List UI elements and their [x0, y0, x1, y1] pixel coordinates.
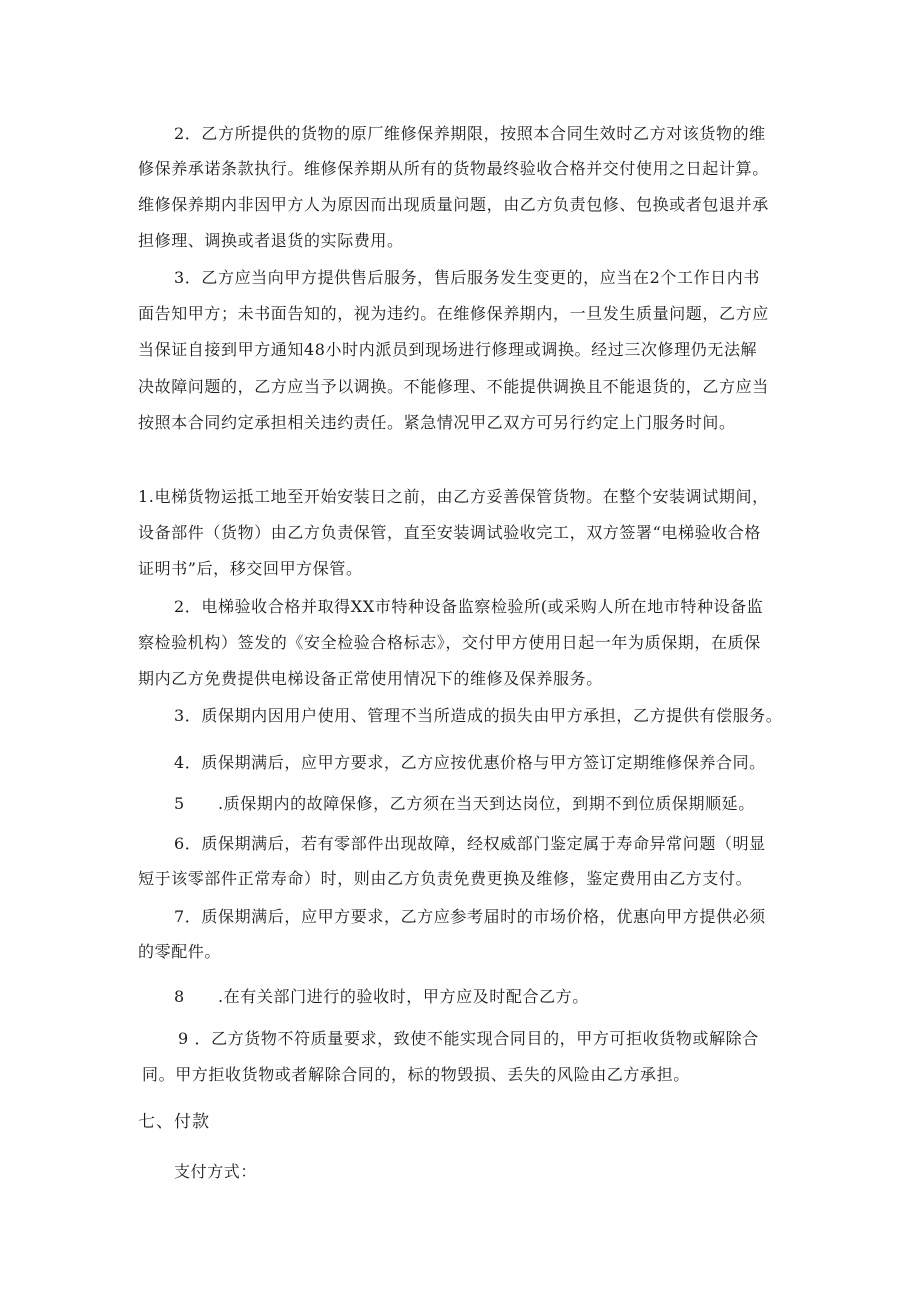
elevator-clause-1-line-1: 1.电梯货物运抵工地至开始安装日之前，由乙方妥善保管货物。在整个安装调试期间， [138, 487, 769, 506]
clause-warranty-2-line-1: 2．乙方所提供的货物的原厂维修保养期限，按照本合同生效时乙方对该货物的维 [174, 124, 766, 143]
elevator-clause-1-line-3: 证明书”后，移交回甲方保管。 [138, 559, 363, 578]
elevator-clause-2-line-3: 期内乙方免费提供电梯设备正常使用情况下的维修及保养服务。 [138, 669, 603, 688]
clause-warranty-2-line-2: 修保养承诺条款执行。维修保养期从所有的货物最终验收合格并交付使用之日起计算。 [138, 159, 769, 178]
elevator-clause-9-line-2: 同。甲方拒收货物或者解除合同的，标的物毁损、丢失的风险由乙方承担。 [142, 1065, 690, 1084]
clause-warranty-3-line-4: 决故障问题的，乙方应当予以调换。不能修理、不能提供调换且不能退货的，乙方应当 [138, 377, 769, 396]
elevator-clause-4: 4．质保期满后，应甲方要求，乙方应按优惠价格与甲方签订定期维修保养合同。 [174, 753, 766, 772]
clause-warranty-3-line-5: 按照本合同约定承担相关违约责任。紧急情况甲乙双方可另行约定上门服务时间。 [138, 413, 736, 432]
clause-warranty-2-line-4: 担修理、调换或者退货的实际费用。 [138, 231, 404, 250]
payment-method-label: 支付方式： [174, 1162, 258, 1181]
elevator-clause-6-line-2: 短于该零部件正常寿命）时，则由乙方负责免费更换及维修，鉴定费用由乙方支付。 [138, 869, 753, 888]
elevator-clause-9-line-1: 9 ．乙方货物不符质量要求，致使不能实现合同目的，甲方可拒收货物或解除合 [178, 1029, 759, 1048]
elevator-clause-8-number: 8 [174, 987, 185, 1006]
clause-warranty-3-line-1: 3．乙方应当向甲方提供售后服务，售后服务发生变更的，应当在2个工作日内书 [174, 268, 760, 287]
elevator-clause-8-text: .在有关部门进行的验收时，甲方应及时配合乙方。 [218, 987, 589, 1006]
clause-warranty-3-line-2: 面告知甲方；未书面告知的，视为违约。在维修保养期内，一旦发生质量问题，乙方应 [138, 304, 769, 323]
elevator-clause-2-line-2: 察检验机构）签发的《安全检验合格标志》，交付甲方使用日起一年为质保期，在质保 [138, 633, 761, 652]
elevator-clause-7-line-2: 的零配件。 [138, 942, 222, 961]
elevator-clause-1-line-2: 设备部件（货物）由乙方负责保管，直至安装调试验收完工，双方签署“电梯验收合格 [138, 523, 761, 542]
elevator-clause-6-line-1: 6．质保期满后，若有零部件出现故障，经权威部门鉴定属于寿命异常问题（明显 [174, 834, 766, 853]
clause-warranty-3-line-3: 当保证自接到甲方通知48小时内派员到现场进行修理或调换。经过三次修理仍无法解 [138, 340, 758, 359]
clause-warranty-2-line-3: 维修保养期内非因甲方人为原因而出现质量问题，由乙方负责包修、包换或者包退并承 [138, 195, 769, 214]
elevator-clause-5-text: .质保期内的故障保修，乙方须在当天到达岗位，到期不到位质保期顺延。 [218, 794, 755, 813]
elevator-clause-7-line-1: 7．质保期满后，应甲方要求，乙方应参考届时的市场价格，优惠向甲方提供必须 [174, 907, 766, 926]
elevator-clause-5-number: 5 [174, 794, 185, 813]
elevator-clause-2-line-1: 2．电梯验收合格并取得XX市特种设备监察检验所(或采购人所在地市特种设备监 [174, 597, 764, 616]
elevator-clause-3: 3．质保期内因用户使用、管理不当所造成的损失由甲方承担，乙方提供有偿服务。 [174, 706, 783, 725]
section-7-heading: 七、付款 [138, 1112, 210, 1132]
